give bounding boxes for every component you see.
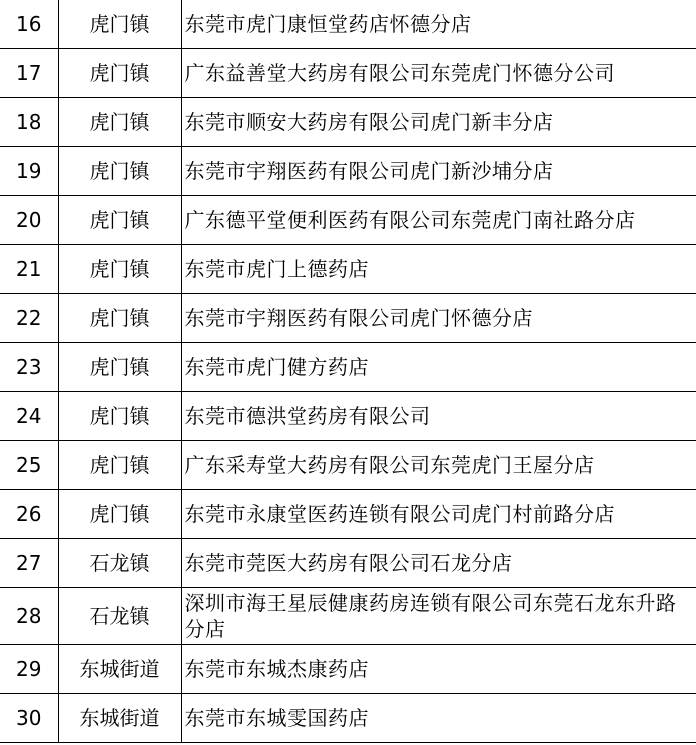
row-number: 18	[0, 98, 58, 147]
town-cell: 东城街道	[58, 645, 181, 694]
row-number: 19	[0, 147, 58, 196]
town-cell: 虎门镇	[58, 245, 181, 294]
pharmacy-name-cell: 东莞市莞医大药房有限公司石龙分店	[181, 539, 696, 588]
table-row	[0, 0, 696, 49]
pharmacy-name-cell: 东莞市虎门健方药店	[181, 343, 696, 392]
table-row	[0, 539, 696, 588]
pharmacy-name-cell: 东莞市东城雯国药店	[181, 694, 696, 743]
row-number: 22	[0, 294, 58, 343]
table-row	[0, 694, 696, 743]
town-cell: 虎门镇	[58, 441, 181, 490]
pharmacy-name-cell: 东莞市顺安大药房有限公司虎门新丰分店	[181, 98, 696, 147]
pharmacy-name-cell: 东莞市德洪堂药房有限公司	[181, 392, 696, 441]
town-cell: 虎门镇	[58, 49, 181, 98]
pharmacy-name-cell: 东莞市虎门上德药店	[181, 245, 696, 294]
town-cell: 虎门镇	[58, 147, 181, 196]
row-number: 26	[0, 490, 58, 539]
pharmacy-name-cell: 广东采寿堂大药房有限公司东莞虎门王屋分店	[181, 441, 696, 490]
table-row	[0, 98, 696, 147]
row-number: 28	[0, 588, 58, 645]
table-row	[0, 343, 696, 392]
row-number: 25	[0, 441, 58, 490]
table-row	[0, 645, 696, 694]
pharmacy-name-cell: 东莞市宇翔医药有限公司虎门新沙埔分店	[181, 147, 696, 196]
table-row	[0, 490, 696, 539]
table-row	[0, 294, 696, 343]
pharmacy-name-cell: 深圳市海王星辰健康药房连锁有限公司东莞石龙东升路分店	[181, 588, 696, 645]
pharmacy-name-cell: 广东德平堂便利医药有限公司东莞虎门南社路分店	[181, 196, 696, 245]
row-number: 27	[0, 539, 58, 588]
row-number: 17	[0, 49, 58, 98]
row-number: 30	[0, 694, 58, 743]
town-cell: 虎门镇	[58, 0, 181, 49]
table-row	[0, 49, 696, 98]
pharmacy-name-cell: 东莞市宇翔医药有限公司虎门怀德分店	[181, 294, 696, 343]
table-row	[0, 245, 696, 294]
town-cell: 石龙镇	[58, 588, 181, 645]
town-cell: 虎门镇	[58, 196, 181, 245]
table-row	[0, 588, 696, 645]
pharmacy-name-cell: 东莞市虎门康恒堂药店怀德分店	[181, 0, 696, 49]
pharmacy-name-cell: 东莞市东城杰康药店	[181, 645, 696, 694]
row-number: 24	[0, 392, 58, 441]
town-cell: 虎门镇	[58, 392, 181, 441]
town-cell: 虎门镇	[58, 98, 181, 147]
table-row	[0, 392, 696, 441]
row-number: 16	[0, 0, 58, 49]
table-row	[0, 147, 696, 196]
town-cell: 虎门镇	[58, 490, 181, 539]
town-cell: 石龙镇	[58, 539, 181, 588]
pharmacy-name-cell: 东莞市永康堂医药连锁有限公司虎门村前路分店	[181, 490, 696, 539]
town-cell: 虎门镇	[58, 294, 181, 343]
row-number: 20	[0, 196, 58, 245]
row-number: 23	[0, 343, 58, 392]
table-row	[0, 196, 696, 245]
town-cell: 东城街道	[58, 694, 181, 743]
row-number: 21	[0, 245, 58, 294]
row-number: 29	[0, 645, 58, 694]
pharmacy-name-cell: 广东益善堂大药房有限公司东莞虎门怀德分公司	[181, 49, 696, 98]
town-cell: 虎门镇	[58, 343, 181, 392]
table-row	[0, 441, 696, 490]
